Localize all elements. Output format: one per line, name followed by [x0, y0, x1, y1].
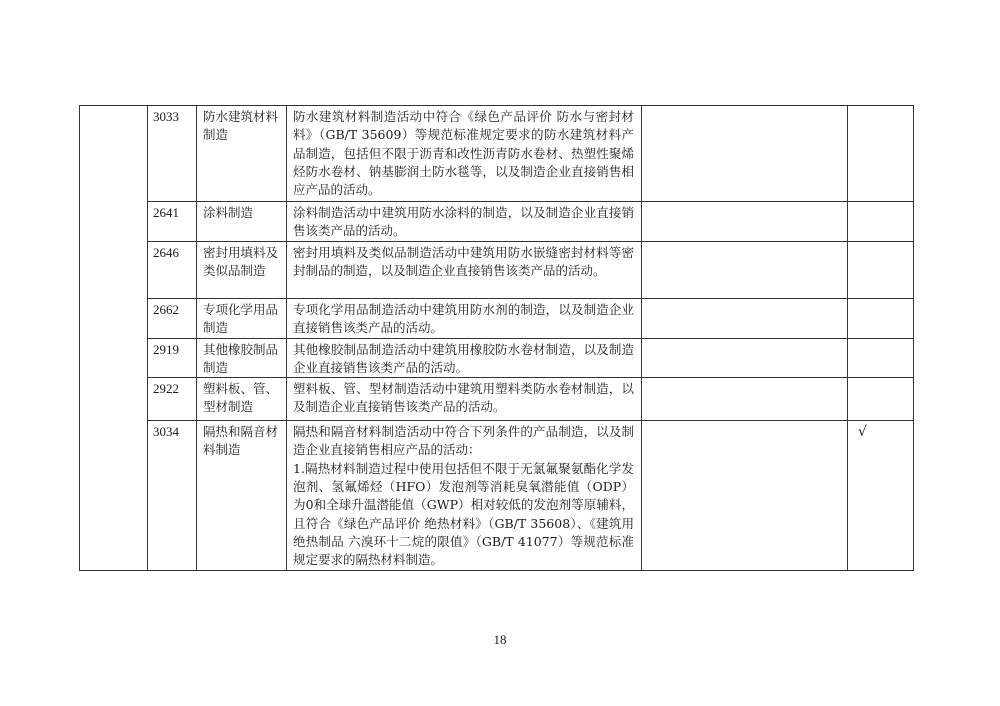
blank-cell — [642, 378, 848, 421]
table-row — [80, 338, 914, 378]
page-number: 18 — [493, 632, 507, 647]
check-mark-cell — [848, 378, 914, 421]
category-cell — [80, 106, 148, 571]
industry-name: 其他橡胶制品制造 — [197, 338, 287, 378]
industry-description: 涂料制造活动中建筑用防水涂料的制造，以及制造企业直接销售该类产品的活动。 — [287, 202, 642, 242]
industry-classification-table — [79, 105, 914, 571]
blank-cell — [642, 338, 848, 378]
industry-name: 隔热和隔音材料制造 — [197, 421, 287, 571]
industry-name: 专项化学用品制造 — [197, 298, 287, 338]
table-row — [80, 298, 914, 338]
industry-code: 3034 — [148, 421, 197, 571]
industry-name: 塑料板、管、型材制造 — [197, 378, 287, 421]
industry-name: 密封用填料及类似品制造 — [197, 241, 287, 298]
check-mark-cell — [848, 241, 914, 298]
industry-description: 专项化学用品制造活动中建筑用防水剂的制造，以及制造企业直接销售该类产品的活动。 — [287, 298, 642, 338]
industry-description: 防水建筑材料制造活动中符合《绿色产品评价 防水与密封材料》（GB/T 35609）等规范标准规定要求的防水建筑材料产品制造，包括但不限于沥青和改性沥青防水卷材、热塑性聚烯烃防水卷材、钠基膨润土防水毯等，以及制造企业直接销售相应产品的活动。 — [287, 106, 642, 202]
industry-description: 塑料板、管、型材制造活动中建筑用塑料类防水卷材制造，以及制造企业直接销售该类产品的活动。 — [287, 378, 642, 421]
description-item: 1.隔热材料制造过程中使用包括但不限于无氯氟聚氨酯化学发泡剂、氢氟烯烃（HFO）发泡剂等消耗臭氧潜能值（ODP）为0和全球升温潜能值（GWP）相对较低的发泡剂等原辅料，且符合《绿色产品评价 绝热材料》（GB/T 35608）、《建筑用绝热制品 六溴环十二烷的限值》（GB/T 41077）等规范标准规定要求的隔热材料制造。 — [293, 460, 634, 568]
table-row — [80, 421, 914, 571]
table-row — [80, 202, 914, 242]
industry-code: 2919 — [148, 338, 197, 378]
table-row — [80, 378, 914, 421]
blank-cell — [642, 202, 848, 242]
blank-cell — [642, 298, 848, 338]
table-row — [80, 106, 914, 202]
industry-name: 防水建筑材料制造 — [197, 106, 287, 202]
industry-code: 2922 — [148, 378, 197, 421]
industry-code: 2641 — [148, 202, 197, 242]
blank-cell — [642, 421, 848, 571]
table-row — [80, 241, 914, 298]
industry-description: 其他橡胶制品制造活动中建筑用橡胶防水卷材制造，以及制造企业直接销售该类产品的活动。 — [287, 338, 642, 378]
description-intro: 隔热和隔音材料制造活动中符合下列条件的产品制造，以及制造企业直接销售相应产品的活动： — [293, 424, 634, 458]
industry-code: 3033 — [148, 106, 197, 202]
industry-code: 2646 — [148, 241, 197, 298]
check-mark-cell — [848, 338, 914, 378]
check-mark-cell — [848, 106, 914, 202]
blank-cell — [642, 241, 848, 298]
industry-description — [287, 421, 642, 571]
check-mark-cell — [848, 202, 914, 242]
check-mark-cell — [848, 298, 914, 338]
check-mark-cell: √ — [848, 421, 914, 571]
industry-name: 涂料制造 — [197, 202, 287, 242]
industry-code: 2662 — [148, 298, 197, 338]
blank-cell — [642, 106, 848, 202]
industry-description: 密封用填料及类似品制造活动中建筑用防水嵌缝密封材料等密封制品的制造，以及制造企业直接销售该类产品的活动。 — [287, 241, 642, 298]
